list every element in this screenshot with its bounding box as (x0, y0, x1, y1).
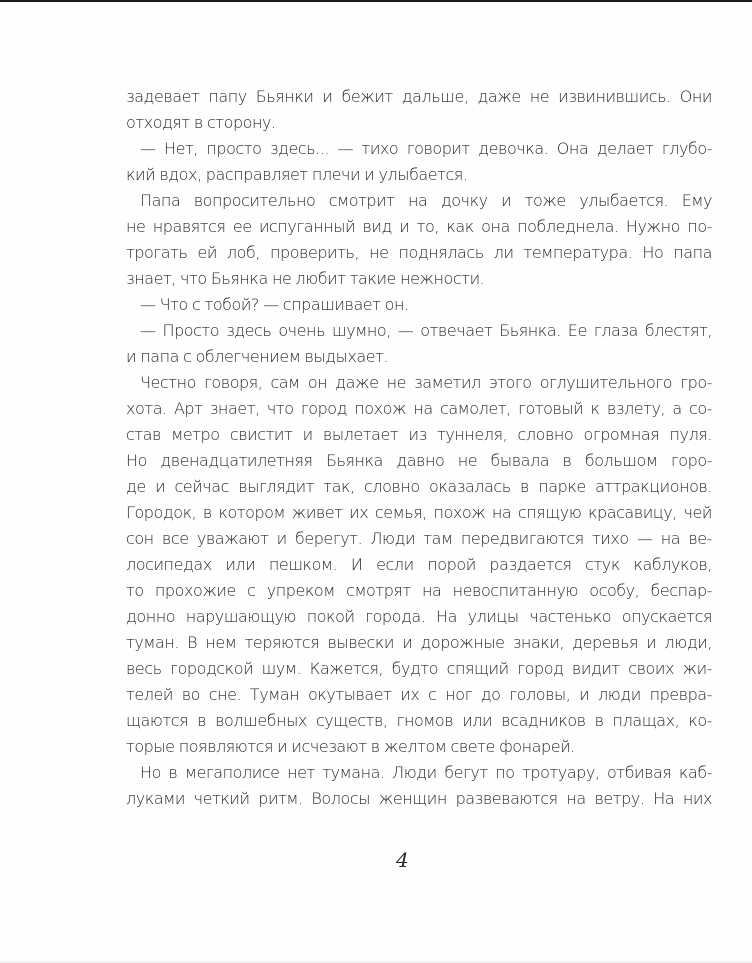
text-line: отходят в сторону. (126, 113, 276, 132)
text-line: телей во сне. Туман окутывает их с ног до головы, и люди превра- (126, 685, 712, 704)
text-line: знает, что Бьянка не любит такие нежности. (126, 269, 485, 288)
text-line: кий вдох, расправляет плечи и улыбается. (126, 165, 468, 184)
text-line: и папа с облегчением выдыхает. (126, 347, 389, 366)
text-line: де и сейчас выглядит так, словно оказалась в парке аттракционов. (126, 477, 712, 496)
text-line: Честно говоря, сам он даже не заметил этого оглушительного гро- (140, 373, 712, 392)
text-line: Но в мегаполисе нет тумана. Люди бегут по тротуару, отбивая каб- (140, 763, 712, 782)
text-line: луками четкий ритм. Волосы женщин развеваются на ветру. На них (126, 789, 712, 808)
text-line: сон все уважают и берегут. Люди там передвигаются тихо — на ве- (126, 529, 712, 548)
text-line: весь городской шум. Кажется, будто спящий город видит своих жи- (126, 659, 712, 678)
text-line: то прохожие с упреком смотрят на невоспитанную особу, беспар- (126, 581, 712, 600)
text-line: Но двенадцатилетняя Бьянка давно не бывала в большом горо- (126, 451, 712, 470)
text-line: не нравятся ее испуганный вид и то, как она побледнела. Нужно по- (126, 217, 712, 236)
text-line: донно нарушающую покой города. На улицы частенько опускается (126, 607, 712, 626)
text-line: щаются в волшебных существ, гномов или всадников в плащах, ко- (126, 711, 712, 730)
text-line: — Просто здесь очень шумно, — отвечает Бьянка. Ее глаза блестят, (140, 321, 712, 340)
page-number: 4 (396, 848, 409, 872)
text-line: Папа вопросительно смотрит на дочку и тоже улыбается. Ему (140, 191, 712, 210)
text-line: хота. Арт знает, что город похож на самолет, готовый к взлету, а со- (126, 399, 712, 418)
text-line: трогать ей лоб, проверить, не поднялась ли температура. Но папа (126, 243, 712, 262)
text-line: — Нет, просто здесь... — тихо говорит девочка. Она делает глубо- (140, 139, 712, 158)
text-line: задевает папу Бьянки и бежит дальше, даже не извинившись. Они (126, 87, 712, 106)
body-text (126, 84, 712, 812)
text-line: став метро свистит и вылетает из туннеля, словно огромная пуля. (126, 425, 712, 444)
text-line: лосипедах или пешком. И если порой раздается стук каблуков, (126, 555, 712, 574)
text-line: торые появляются и исчезают в желтом свете фонарей. (126, 737, 575, 756)
text-line: — Что с тобой? — спрашивает он. (140, 295, 409, 314)
text-line: Городок, в котором живет их семья, похож на спящую красавицу, чей (126, 503, 712, 522)
text-line: туман. В нем теряются вывески и дорожные знаки, деревья и люди, (126, 633, 712, 652)
